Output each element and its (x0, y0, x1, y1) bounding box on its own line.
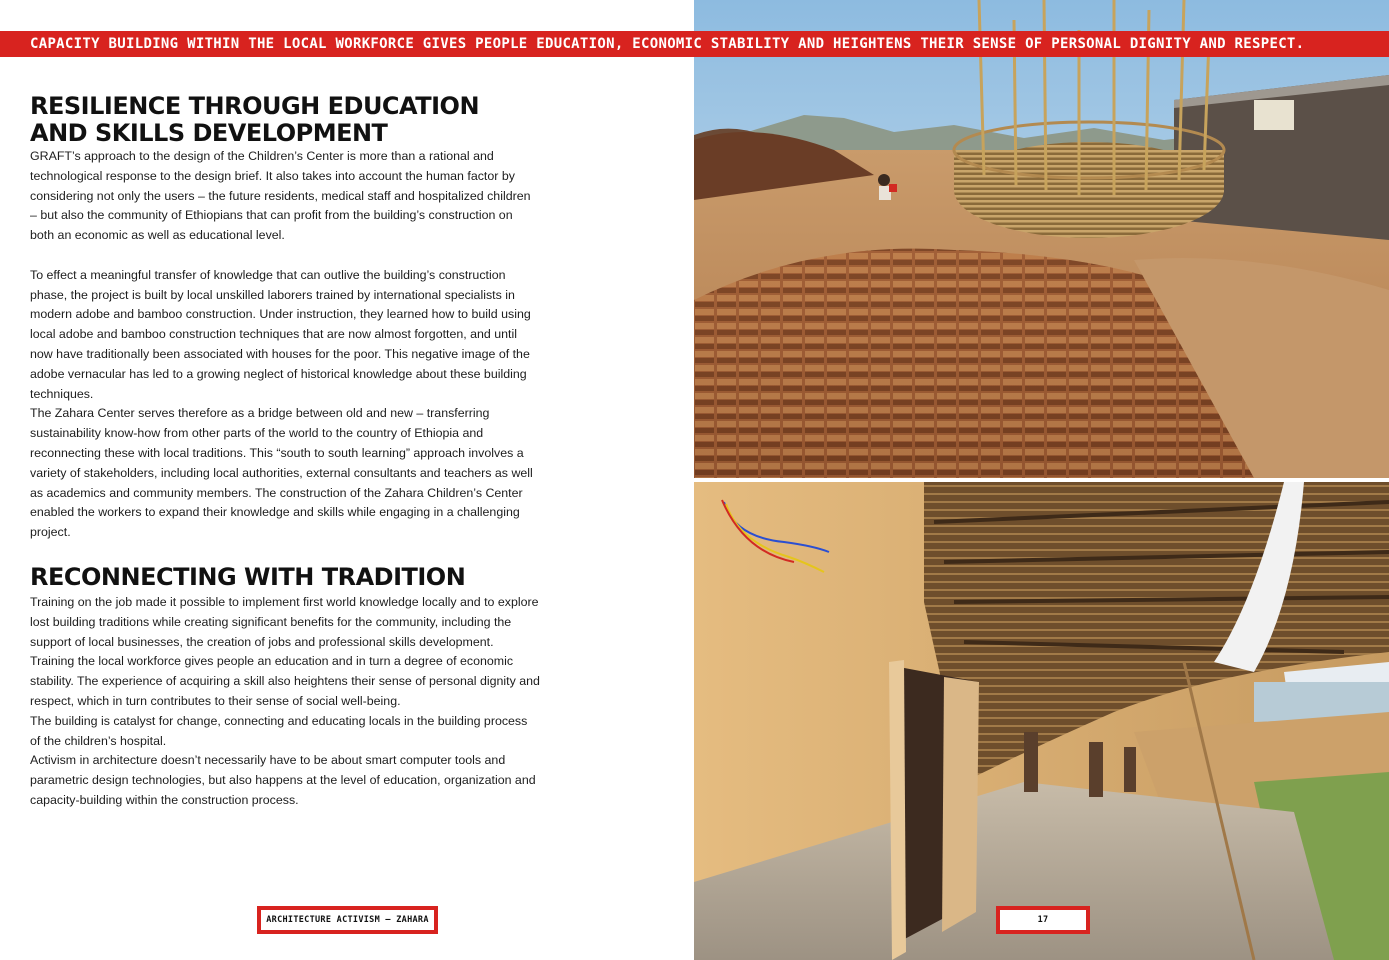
footer-title-text: ARCHITECTURE ACTIVISM — ZAHARA (266, 915, 429, 925)
section2-heading: RECONNECTING WITH TRADITION (30, 563, 466, 591)
section2-body (30, 593, 540, 811)
section2-paragraph: The building is catalyst for change, connecting and educating locals in the building process of the children’s hospital. (30, 713, 528, 748)
section2-paragraph: Activism in architecture doesn’t necessarily have to be about smart computer tools and parametric design technologies, but also happens at the level of education, organization and capacity-building within the construction process. (30, 753, 536, 807)
photo-adobe-bricks (694, 0, 1389, 478)
section1-body (30, 147, 540, 543)
adobe-bricks-illustration (694, 0, 1389, 478)
section2-paragraph: Training the local workforce gives people an education and in turn a degree of economic stability. The experience of acquiring a skill also heightens their sense of personal dignity and respect, which in turn contributes to their sense of social well-being. (30, 654, 540, 708)
left-page (0, 0, 694, 960)
section1-paragraph: The Zahara Center serves therefore as a bridge between old and new – transferring sustainability know-how from other parts of the world to the country of Ethiopia and reconnecting these with local traditions. This “south to south learning” approach involves a variety of stakeholders, including local authorities, external consultants and teachers as well as academics and community members. The construction of the Zahara Children’s Center enabled the workers to expand their knowledge and skills while engaging in a challenging project. (30, 406, 533, 540)
banner-text: CAPACITY BUILDING WITHIN THE LOCAL WORKFORCE GIVES PEOPLE EDUCATION, ECONOMIC STABILITY AND HEIGHTENS THEIR SENSE OF PERSONAL DIGNITY AND RESPECT. (30, 36, 1305, 52)
photo-plaster-corridor (694, 482, 1389, 960)
corridor-illustration (694, 482, 1389, 960)
page-number-text: 17 (1037, 915, 1049, 925)
footer-page-number (996, 906, 1090, 934)
section1-paragraph: To effect a meaningful transfer of knowledge that can outlive the building’s construction phase, the project is built by local unskilled laborers trained by international specialists in modern adobe and bamboo construction. Under instruction, they learned how to build using local adobe and bamboo construction techniques that are now almost forgotten, and until now have traditionally been associated with houses for the poor. This negative image of the adobe vernacular has led to a growing neglect of historical knowledge about these building techniques. (30, 267, 531, 401)
top-banner (0, 31, 1389, 57)
section2-paragraph: Training on the job made it possible to implement first world knowledge locally and to explore lost building traditions while creating significant benefits for the community, including the support of local businesses, the creation of jobs and professional skills development. (30, 595, 539, 649)
section1-heading: RESILIENCE THROUGH EDUCATION AND SKILLS DEVELOPMENT (30, 92, 480, 147)
section1-paragraph: GRAFT’s approach to the design of the Children’s Center is more than a rational and technological response to the design brief. It also takes into account the human factor by considering not only the users – the future residents, medical staff and hospitalized children – but also the community of Ethiopians that can profit from the building’s construction on both an economic as well as educational level. (30, 149, 531, 243)
footer-running-title (257, 906, 438, 934)
